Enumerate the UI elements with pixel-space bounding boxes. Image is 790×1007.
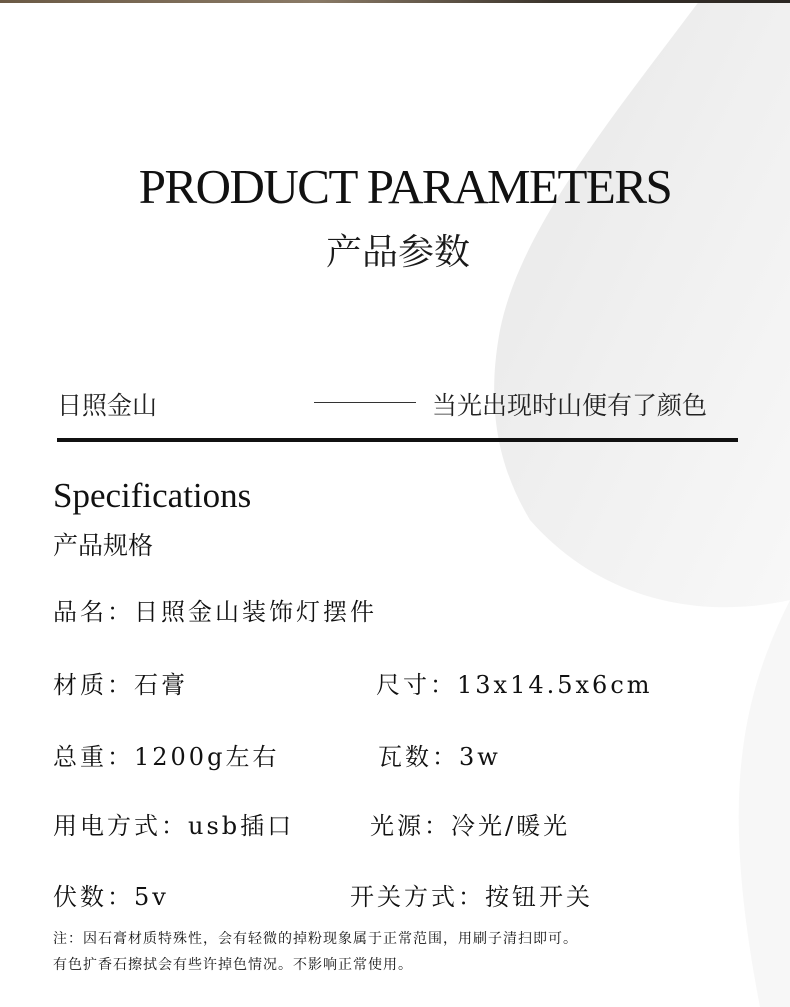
spec-wattage: 瓦数：3w bbox=[378, 743, 501, 771]
page-title-en: PRODUCT PARAMETERS bbox=[138, 159, 672, 214]
spec-voltage: 伏数：5v bbox=[53, 883, 169, 911]
spec-material: 材质：石膏 bbox=[53, 671, 188, 699]
spec-product-name: 品名：日照金山装饰灯摆件 bbox=[53, 598, 377, 626]
section-rule bbox=[57, 438, 738, 442]
spec-size: 尺寸：13x14.5x6cm bbox=[376, 671, 653, 699]
spec-switch-method: 开关方式：按钮开关 bbox=[350, 883, 593, 911]
dash-divider bbox=[314, 402, 416, 403]
page-title-cn: 产品参数 bbox=[325, 232, 470, 273]
product-name: 日照金山 bbox=[57, 391, 158, 420]
spec-light-source: 光源：冷光/暖光 bbox=[370, 812, 571, 840]
note-line-1: 注：因石膏材质特殊性，会有轻微的掉粉现象属于正常范围，用刷子清扫即可。 bbox=[53, 931, 578, 947]
top-edge-strip bbox=[0, 0, 790, 3]
specifications-heading-cn: 产品规格 bbox=[53, 531, 154, 560]
product-tagline: 当光出现时山便有了颜色 bbox=[432, 391, 708, 420]
note-line-2: 有色扩香石擦拭会有些许掉色情况。不影响正常使用。 bbox=[53, 957, 413, 973]
spec-weight: 总重：1200g左右 bbox=[53, 743, 280, 771]
specifications-heading-en: Specifications bbox=[53, 476, 252, 515]
spec-power-method: 用电方式：usb插口 bbox=[53, 812, 295, 840]
